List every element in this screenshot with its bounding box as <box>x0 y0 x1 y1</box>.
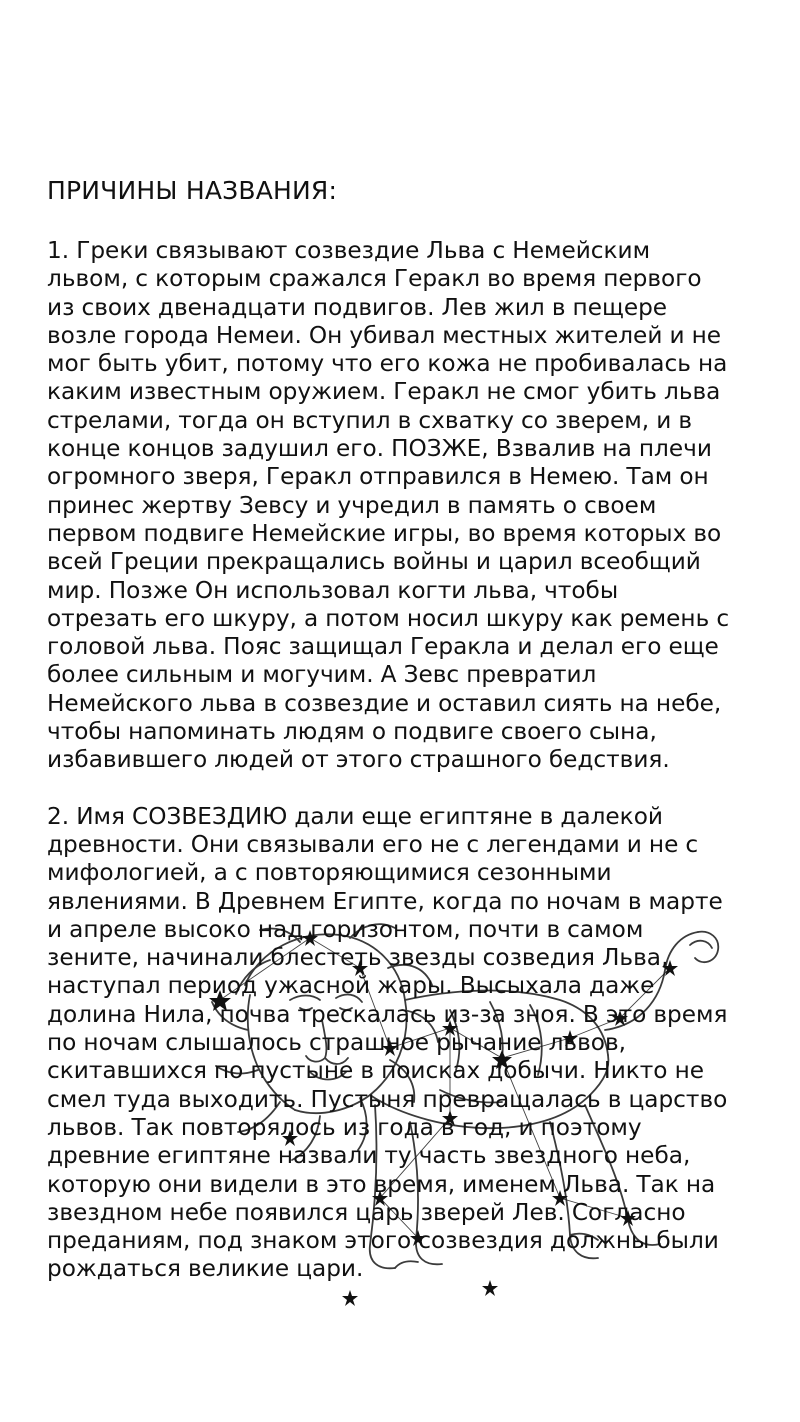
text-line: львом, с которым сражался Геракл во время первого <box>47 265 702 293</box>
text-line: зените, начинали блестеть звезды созведия Льва, <box>47 944 669 972</box>
text-line: чтобы напоминать людям о подвиге своего сына, <box>47 718 657 746</box>
document-body <box>47 174 759 1312</box>
text-line: всей Греции прекращались войны и царил всеобщий <box>47 548 701 576</box>
text-line: возле города Немеи. Он убивал местных жителей и не <box>47 321 722 349</box>
text-line: более сильным и могучим. А Зевс превратил <box>47 661 597 689</box>
text-line: древности. Они связывали его не с легендами и не с <box>47 830 699 858</box>
text-line: по ночам слышалось страшное рычание львов, <box>47 1029 626 1057</box>
text-line: избавившего людей от этого страшного бедствия. <box>47 746 670 774</box>
text-line: принес жертву Зевсу и учредил в память о своем <box>47 491 657 519</box>
text-line: мифологией, а с повторяющимися сезонными <box>47 859 612 887</box>
text-line: долина Нила, почва трескалась из-за зноя. В это время <box>47 1000 728 1028</box>
text-line: первом подвиге Немейские игры, во время которых во <box>47 519 722 547</box>
text-line: и апреле высоко над горизонтом, почти в самом <box>47 915 644 943</box>
paragraph-egyptian-origin <box>47 803 759 1284</box>
text-line: которую они видели в это время, именем Льва. Так на <box>47 1170 716 1198</box>
text-line: из своих двенадцати подвигов. Лев жил в пещере <box>47 293 668 321</box>
text-line: звездном небе появился царь зверей Лев. Согласно <box>47 1198 686 1226</box>
text-line: рождаться великие цари. <box>47 1255 364 1283</box>
text-line: явлениями. В Древнем Египте, когда по ночам в марте <box>47 887 723 915</box>
text-line: скитавшихся по пустыне в поисках добычи. Никто не <box>47 1057 704 1085</box>
text-line: львов. Так повторялось из года в год, и поэтому <box>47 1113 642 1141</box>
text-line: стрелами, тогда он вступил в схватку со зверем, и в <box>47 406 693 434</box>
text-line: мог быть убит, потому что его кожа не пробивалась на <box>47 350 728 378</box>
paragraph-greek-legend <box>47 237 759 775</box>
page-title: ПРИЧИНЫ НАЗВАНИЯ: <box>47 176 338 205</box>
text-line: наступал период ужасной жары. Высыхала даже <box>47 972 655 1000</box>
text-line: 2. Имя СОЗВЕЗДИЮ дали еще египтяне в далекой <box>47 802 663 830</box>
text-line: огромного зверя, Геракл отправился в Немею. Там он <box>47 463 709 491</box>
text-line: Немейского льва в созвездие и оставил сиять на небе, <box>47 689 722 717</box>
text-line: конце концов задушил его. ПОЗЖЕ, Взвалив на плечи <box>47 435 712 463</box>
text-line: отрезать его шкуру, а потом носил шкуру как ремень с <box>47 604 730 632</box>
text-line: каким известным оружием. Геракл не смог убить льва <box>47 378 721 406</box>
text-line: мир. Позже Он использовал когти льва, чтобы <box>47 576 619 604</box>
text-line: смел туда выходить. Пустыня превращалась в царство <box>47 1085 728 1113</box>
text-line: преданиям, под знаком этого созвездия должны были <box>47 1227 719 1255</box>
text-line: головой льва. Пояс защищал Геракла и делал его еще <box>47 633 719 661</box>
text-line: древние египтяне назвали ту часть звездного неба, <box>47 1142 691 1170</box>
text-line: 1. Греки связывают созвездие Льва с Немейским <box>47 237 651 264</box>
